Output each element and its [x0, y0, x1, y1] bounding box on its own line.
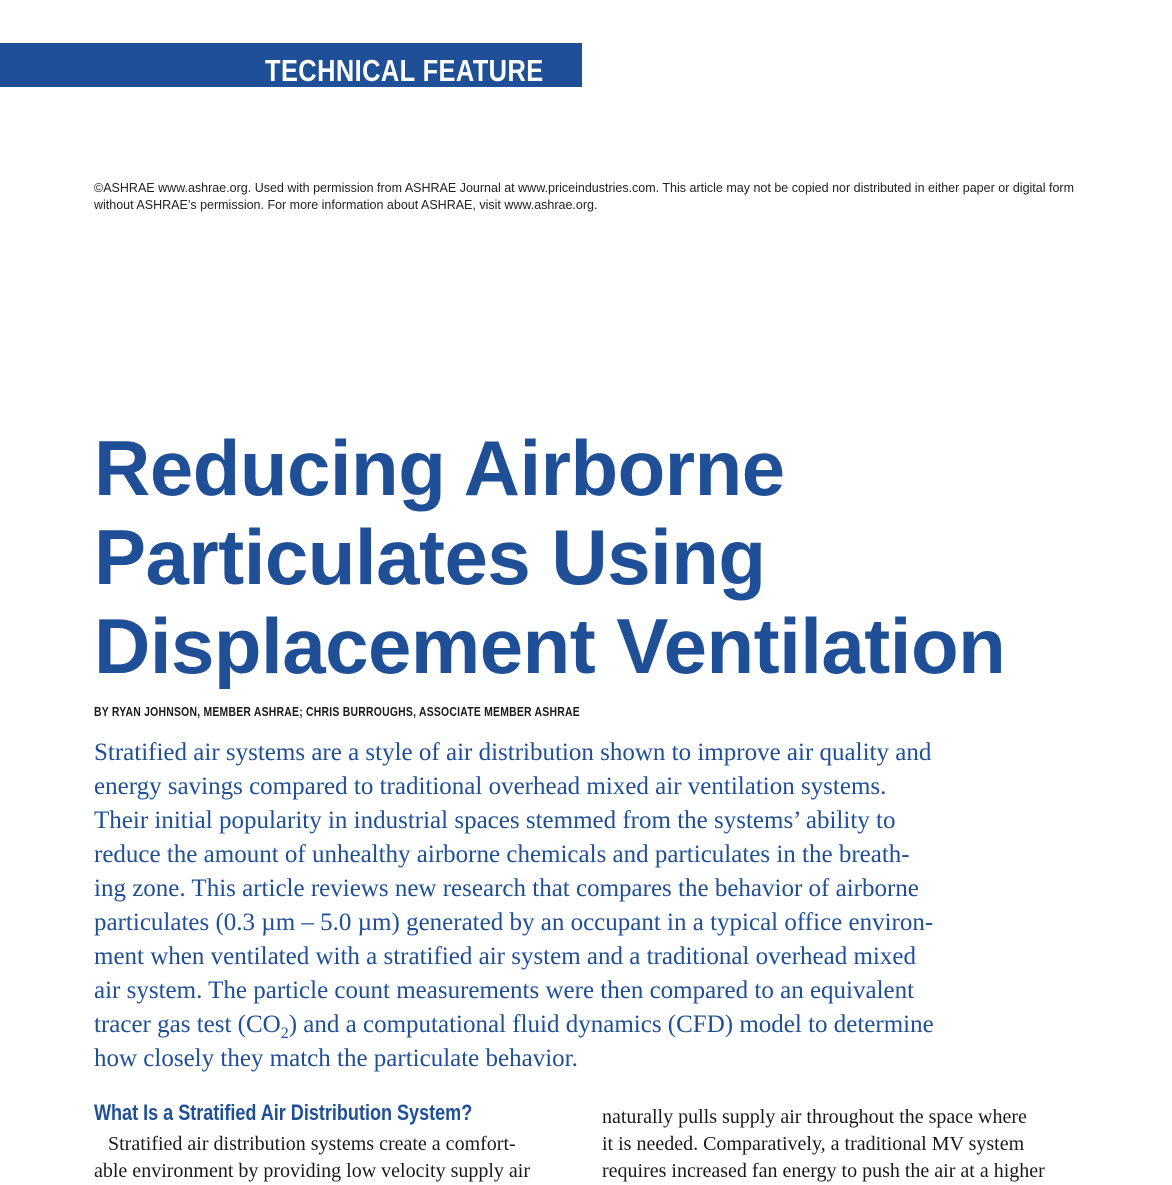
body-line: able environment by providing low velocity supply air	[94, 1160, 531, 1182]
abstract-line: how closely they match the particulate behavior.	[94, 1045, 578, 1072]
title-line: Particulates Using	[94, 513, 766, 601]
body-line: Stratified air distribution systems create a comfort-	[108, 1133, 516, 1155]
section-heading: What Is a Stratified Air Distribution System?	[94, 1100, 473, 1125]
abstract-line: particulates (0.3 µm – 5.0 µm) generated by an occupant in a typical office environ-	[94, 909, 934, 936]
article-title	[94, 424, 1154, 691]
right-column	[602, 1104, 1082, 1185]
author-byline: BY RYAN JOHNSON, MEMBER ASHRAE; CHRIS BURROUGHS, ASSOCIATE MEMBER ASHRAE	[94, 704, 580, 719]
copyright-notice: ©ASHRAE www.ashrae.org. Used with permission from ASHRAE Journal at www.priceindustries.com. This article may not be copied nor distributed in either paper or digital form without ASHRAE’s permission. For more information about ASHRAE, visit www.ashrae.org.	[94, 181, 1074, 212]
abstract-line: air system. The particle count measurements were then compared to an equivalent	[94, 977, 915, 1004]
left-column-text	[94, 1131, 564, 1185]
banner-label: TECHNICAL FEATURE	[265, 53, 544, 87]
title-line: Displacement Ventilation	[94, 602, 1006, 690]
body-line: it is needed. Comparatively, a traditional MV system	[602, 1133, 1025, 1155]
left-column	[94, 1100, 564, 1185]
abstract-line: energy savings compared to traditional overhead mixed air ventilation systems.	[94, 773, 887, 800]
co2-subscript: 2	[280, 1025, 289, 1042]
title-line: Reducing Airborne	[94, 424, 785, 512]
abstract-line: ment when ventilated with a stratified air system and a traditional overhead mixed	[94, 943, 916, 970]
abstract-line: Stratified air systems are a style of air distribution shown to improve air quality and	[94, 739, 932, 766]
abstract-co2-before: tracer gas test (CO	[94, 1011, 281, 1038]
section-banner	[0, 43, 582, 87]
body-line: naturally pulls supply air throughout the space where	[602, 1106, 1027, 1128]
abstract-line: reduce the amount of unhealthy airborne chemicals and particulates in the breath-	[94, 841, 910, 868]
abstract-co2-after: ) and a computational fluid dynamics (CFD) model to determine	[288, 1011, 934, 1038]
abstract	[94, 736, 1079, 1076]
abstract-line: Their initial popularity in industrial spaces stemmed from the systems’ ability to	[94, 807, 896, 834]
body-line: requires increased fan energy to push the air at a higher	[602, 1160, 1045, 1182]
abstract-line-co2	[94, 1008, 1079, 1042]
abstract-line: ing zone. This article reviews new research that compares the behavior of airborne	[94, 875, 919, 902]
